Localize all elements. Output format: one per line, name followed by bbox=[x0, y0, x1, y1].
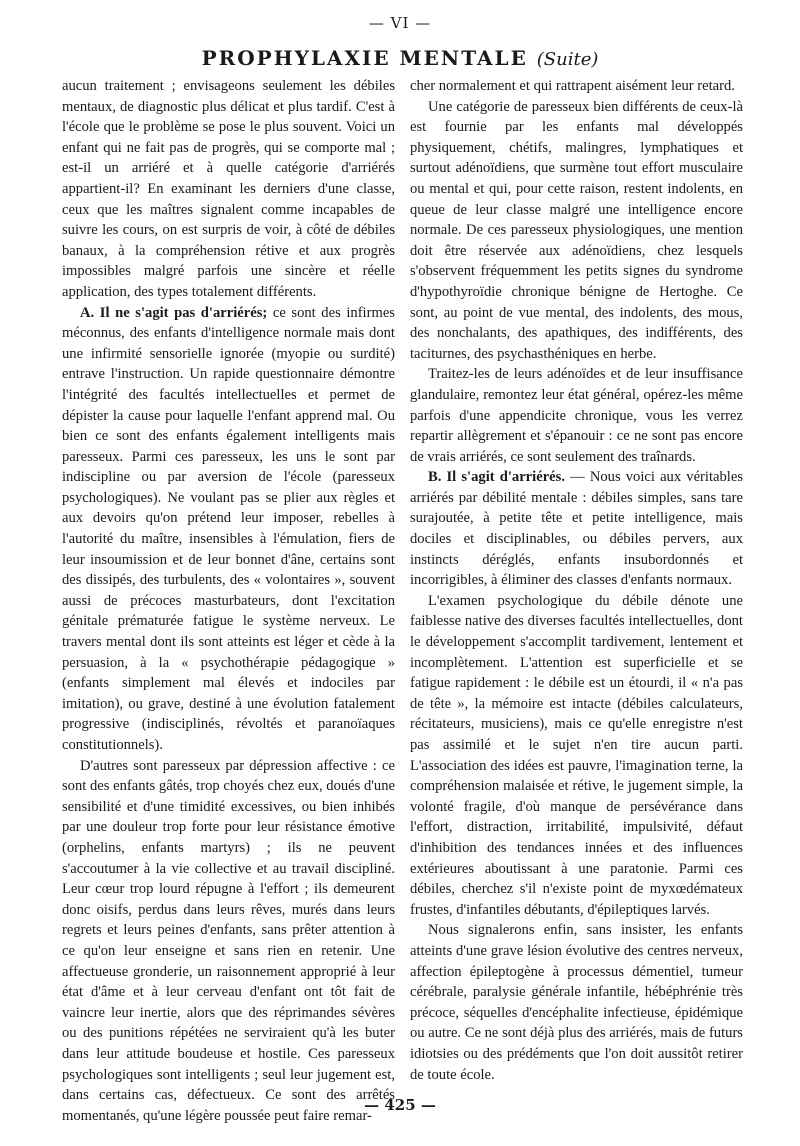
section-heading-a: A. Il ne s'agit pas d'arriérés; bbox=[80, 304, 268, 321]
paragraph-a bbox=[62, 303, 395, 756]
left-column bbox=[62, 76, 395, 1126]
title-suite: (Suite) bbox=[536, 49, 599, 70]
running-title bbox=[0, 46, 800, 70]
paragraph: aucun traitement ; envisageons seulement les débiles mentaux, de diagnostic plus délicat et plus tardif. C'est à l'école que le problème se pose le plus souvent. Voici un enfant qui ne fait pas de progrès, qui se comporte mal ; est-il un arriéré et à quelle catégorie d'arriérés appartient-il? En examinant les derniers d'une classe, ceux que les maîtres signalent comme incapables de suivre les cours, on est surpris de voir, à côté de débiles banaux, à la compréhension rétive et aux progrès impossibles malgré parfois une sincère et réelle application, des types totalement différents. bbox=[62, 78, 395, 300]
section-heading-b: B. Il s'agit d'arriérés. bbox=[428, 469, 565, 486]
right-column bbox=[410, 76, 743, 1085]
paragraph-text: — Nous voici aux véritables arriérés par débilité mentale : débiles simples, sans tare surajoutée, à petite tête et petite intelligence, mais dociles et disciplinables, ou débiles pervers, aux instincts déréglés, enfants insubordonnés et incorrigibles, à éliminer des classes d'enfants normaux. bbox=[410, 469, 743, 589]
title-text: PROPHYLAXIE MENTALE bbox=[201, 46, 528, 70]
paragraph-text: ce sont des infirmes méconnus, des enfants d'intelligence normale mais dont une infirmité sensorielle ignorée (myopie ou surdité) entrave l'instruction. Un rapide questionnaire démontre l'intégrité des facultés intellectuelles et permet de dépister la cause pour laquelle l'enfant apprend mal. Ou bien ce sont des enfants également intelligents mais paresseux. Parmi ces paresseux, les uns le sont par indiscipline ou par aversion de l'école (paresseux psychologiques). Ne voulant pas se plier aux règles et aux devoirs qu'on prétend leur imposer, rebelles à l'autorité du maître, insensibles à l'émulation, fiers de leur insoumission et de leur bonnet d'âne, certains sont des dissipés, des turbulents, des « volontaires », souvent aussi de précoces masturbateurs, dont l'excitation génitale prématurée fatigue le système nerveux. Le travers mental dont ils sont atteints est léger et cède à la persuasion, à la « psychothérapie pédagogique » (enfants simplement mal élevés et indociles par imitation), ou grave, destiné à une évolution fatalement progressive (indisciplinés, révoltés et paranoïaques constitutionnels). bbox=[62, 304, 395, 753]
paragraph: Une catégorie de paresseux bien différents de ceux-là est fournie par les enfants mal développés physiquement, chétifs, malingres, lymphatiques et surtout adénoïdiens, que surmène tout effort musculaire ou mental et qui, pour cette raison, restent indolents, en queue de leur classe malgré une intelligence encore normale. De ces paresseux physiologiques, une mention doit être réservée aux adénoïdiens, chez lesquels s'observent fréquemment les petits signes du syndrome d'hypothyroïdie chronique bénigne de Hertoghe. Ce sont, au point de vue mental, des indolents, des mous, des nonchalants, des apathiques, des indifférents, des taciturnes, des psychasthéniques en herbe. bbox=[410, 98, 743, 362]
paragraph-b bbox=[410, 467, 743, 591]
paragraph: L'examen psychologique du débile dénote une faiblesse native des diverses facultés intellectuelles, dont le développement s'accomplit tardivement, lentement et incomplètement. L'attention est superficielle et se fatigue rapidement : le débile est un étourdi, il « n'a pas de tête », la mémoire est intacte (débiles calculateurs, récitateurs, musiciens), mais ce qu'elle enregistre n'est pas assimilé et le sujet n'en tire aucun parti. L'association des idées est pauvre, l'imagination terne, la compréhension malaisée et rétive, le jugement simple, la volonté fragile, d'où manque de persévérance dans l'effort, distraction, irritabilité, impulsivité, défaut d'inhibition des tendances innées et des influences extérieures aboutissant à une paratonie. Parmi ces débiles, cherchez s'il n'existe point de myxœdémateux frustes, d'infantiles débutants, d'épileptiques larvés. bbox=[410, 592, 743, 918]
paragraph: Nous signalerons enfin, sans insister, les enfants atteints d'une grave lésion évolutive des centres nerveux, affection épileptogène à processus démentiel, tumeur cérébrale, paralysie générale infantile, hébéphrénie très précoce, séquelles d'encéphalite infectieuse, épidémique ou autre. Ce ne sont déjà plus des arriérés, mais de futurs idiotsies ou des prédéments que l'on doit aussitôt retirer de toute école. bbox=[410, 922, 743, 1083]
page-number: — 425 — bbox=[364, 1096, 436, 1114]
roman-page-number: — VI — bbox=[368, 14, 432, 32]
paragraph: Traitez-les de leurs adénoïdes et de leur insuffisance glandulaire, remontez leur état général, opérez-les même parfois d'une appendicite chronique, vous les verrez repartir allègrement et s'épanouir : ce ne sont pas encore de vrais arriérés, ce sont seulement des traînards. bbox=[410, 366, 743, 465]
paragraph: D'autres sont paresseux par dépression affective : ce sont des enfants gâtés, trop choyés chez eux, doués d'une sensibilité et d'une timidité excessives, ou bien inhibés par une douleur trop forte pour leur résistance émotive (orphelins, enfants martyrs) ; ils ne peuvent s'accoutumer à la vie collective et au travail discipliné. Leur cœur trop lourd répugne à l'effort ; ils demeurent donc oisifs, perdus dans leurs rêves, murés dans leurs regrets et leurs peines d'enfants, sans prêter attention à ce qu'on leur enseigne et sans rien en retenir. Une affectueuse gronderie, un raisonnement approprié à leur état d'âme et à leur cerveau d'enfant ont tôt fait de vaincre leur inertie, alors que des réprimandes sévères ou des punitions répétées ne serviraient qu'à les buter dans leur attitude boudeuse et hostile. Ces paresseux psychologiques sont intelligents ; seul leur jugement est, dans certains cas, défectueux. Ce sont des arrêtés momentanés, qu'une légère poussée peut faire remar- bbox=[62, 757, 395, 1124]
paragraph: cher normalement et qui rattrapent aisément leur retard. bbox=[410, 78, 735, 94]
